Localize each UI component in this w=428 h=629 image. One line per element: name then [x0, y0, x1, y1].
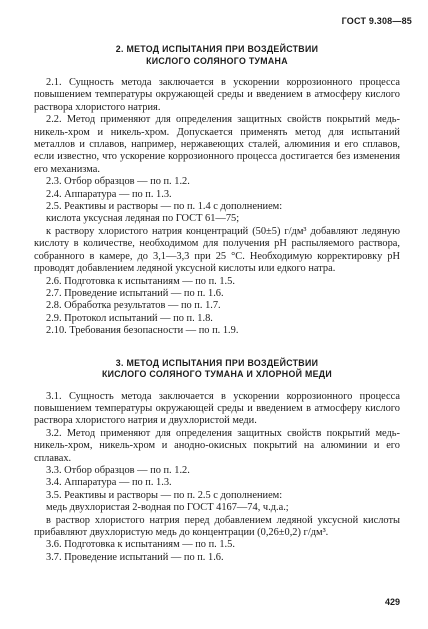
- paragraph: 2.10. Требования безопасности — по п. 1.9.: [46, 325, 239, 337]
- section-3-title-line1: 3. МЕТОД ИСПЫТАНИЯ ПРИ ВОЗДЕЙСТВИИ: [115, 357, 319, 368]
- paragraph: 2.3. Отбор образцов — по п. 1.2.: [46, 176, 190, 188]
- paragraph: в раствор хлористого натрия перед добавлением ледяной уксусной кислоты прибавляют двухлористую медь до концентрации (0,26±0,2) г/дм³.: [34, 514, 400, 538]
- paragraph: 3.2. Метод применяют для определения защитных свойств покрытий медь-никель-хром, никель-хром и анодно-окисных покрытий на алюминии и его сплавах.: [34, 427, 400, 464]
- paragraph: 2.7. Проведение испытаний — по п. 1.6.: [46, 287, 224, 299]
- page-number: 429: [384, 597, 400, 607]
- section-2-title-line2: КИСЛОГО СОЛЯНОГО ТУМАНА: [146, 55, 288, 66]
- paragraph: 2.6. Подготовка к испытаниям — по п. 1.5.: [46, 275, 235, 287]
- section-3-title-line2: КИСЛОГО СОЛЯНОГО ТУМАНА И ХЛОРНОЙ МЕДИ: [102, 369, 332, 380]
- document-body: [34, 44, 400, 564]
- paragraph: 2.2. Метод применяют для определения защитных свойств покрытий медь-никель-хром и никель-хром. Допускается применять метод для испытаний металлов и сплавов, например, нержавеющих сталей, алюминия и его сплавов, если известно, что ускорение коррозионного процесса достигается без изменения его механизма.: [34, 114, 400, 175]
- paragraph: 3.6. Подготовка к испытаниям — по п. 1.5.: [46, 539, 235, 551]
- section-2-text: [34, 77, 400, 338]
- section-2-title-line1: 2. МЕТОД ИСПЫТАНИЯ ПРИ ВОЗДЕЙСТВИИ: [115, 44, 319, 54]
- paragraph: 2.1. Сущность метода заключается в ускорении коррозионного процесса повышением температуры окружающей среды и введением в атмосферу кислого раствора хлористого натрия.: [34, 77, 400, 113]
- paragraph: 2.8. Обработка результатов — по п. 1.7.: [46, 300, 221, 312]
- paragraph: 3.5. Реактивы и растворы — по п. 2.5 с дополнением:: [46, 489, 283, 501]
- paragraph: 3.3. Отбор образцов — по п. 1.2.: [46, 464, 190, 476]
- section-3-text: [34, 391, 400, 565]
- paragraph: 3.4. Аппаратура — по п. 1.3.: [46, 477, 172, 489]
- paragraph: 3.1. Сущность метода заключается в ускорении коррозионного процесса повышением температуры окружающей среды и введением в атмосферу кислого раствора хлористого натрия и двухлористой меди.: [34, 390, 400, 427]
- paragraph: 2.9. Протокол испытаний — по п. 1.8.: [46, 312, 213, 324]
- paragraph: 3.7. Проведение испытаний — по п. 1.6.: [46, 551, 224, 563]
- paragraph: кислота уксусная ледяная по ГОСТ 61—75;: [46, 213, 240, 225]
- document-header: ГОСТ 9.308—85: [341, 16, 412, 26]
- paragraph: 2.5. Реактивы и растворы — по п. 1.4 с дополнением:: [46, 201, 283, 213]
- paragraph: 2.4. Аппаратура — по п. 1.3.: [46, 188, 172, 200]
- paragraph: медь двухлористая 2-водная по ГОСТ 4167—74, ч.д.а.;: [46, 502, 289, 514]
- section-2-heading: [34, 44, 400, 67]
- section-3-heading: [34, 358, 400, 381]
- paragraph: к раствору хлористого натрия концентраций (50±5) г/дм³ добавляют ледяную кислоту в количестве, необходимом для получения pH распыляемого раствора, собранного в камере, до 3,1—3,3 при 25 °С. Необходимую корректировку pH проводят добавлением ледяной уксусной кислоты или едкого натра.: [34, 225, 400, 275]
